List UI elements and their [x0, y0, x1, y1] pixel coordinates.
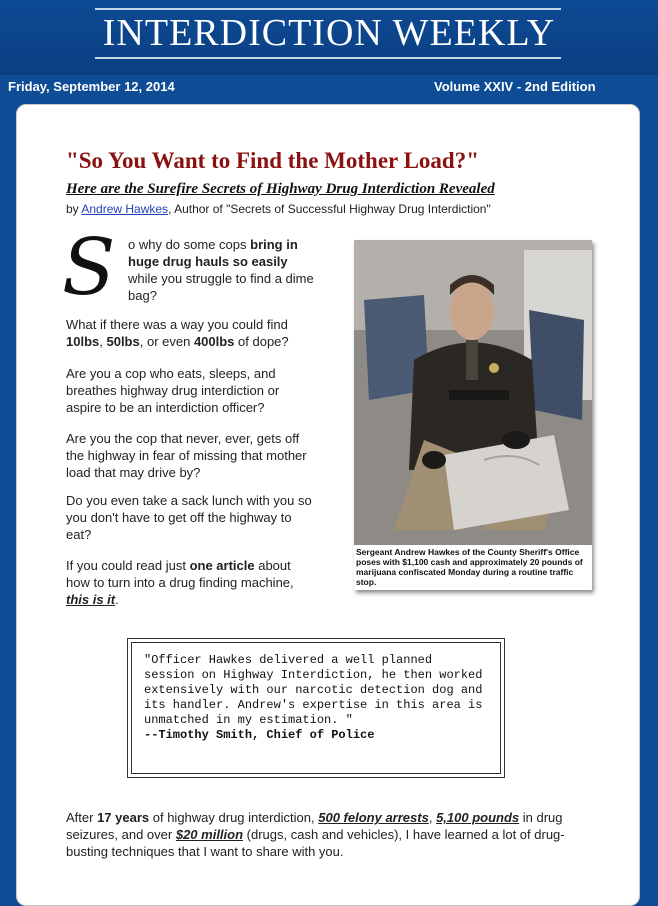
testimonial-inner: [131, 642, 501, 774]
masthead: [0, 0, 658, 75]
p2-text: What if there was a way you could find: [66, 317, 288, 332]
p2-bold-2: 50lbs: [106, 334, 140, 349]
p6-end: .: [115, 592, 119, 607]
photo-caption: Sergeant Andrew Hawkes of the County Sheriff's Office poses with $1,100 cash and approximately 20 pounds of marijuana confiscated Monday during a routine traffic stop.: [356, 547, 583, 587]
p2-bold-3: 400lbs: [193, 334, 235, 349]
testimonial-attribution: --Timothy Smith, Chief of Police: [144, 728, 375, 742]
p6-text-2: about how to turn into a drug finding machine,: [66, 558, 294, 590]
paragraph-2: [66, 316, 316, 350]
paragraph-6: [66, 557, 316, 608]
article-photo: [354, 240, 592, 590]
testimonial-quote: "Officer Hawkes delivered a well planned session on Highway Interdiction, he then worked extensively with our narcotic detection dog and its handler. Andrew's expertise in this area is unmatched in my estimation. ": [144, 653, 490, 727]
closing-text-c: of highway drug interdiction,: [149, 810, 319, 825]
masthead-rule-bottom: [95, 57, 561, 59]
paragraph-3: Are you a cop who eats, sleeps, and breathes highway drug interdiction or aspire to be an interdiction officer?: [66, 366, 280, 415]
article-subhead: Here are the Surefire Secrets of Highway Drug Interdiction Revealed: [66, 181, 495, 197]
intro-text-a: o why do some cops: [128, 237, 251, 252]
byline-prefix: by: [66, 202, 79, 216]
p2-bold-1: 10lbs: [66, 334, 100, 349]
paragraph-4: Are you the cop that never, ever, gets off the highway in fear of missing that mother load that may drive by?: [66, 431, 307, 480]
closing-arrests: 500 felony arrests: [318, 810, 429, 825]
byline: [66, 202, 491, 216]
article-headline: "So You Want to Find the Mother Load?": [66, 148, 479, 173]
closing-millions: $20 million: [175, 827, 244, 842]
p6-bold: one article: [189, 558, 255, 573]
closing-text-i: (drugs, cash and vehicles), I have learned a lot of drug-busting techniques that I want to share with you.: [66, 827, 565, 859]
author-link[interactable]: Andrew Hawkes: [81, 202, 169, 216]
p2-sep-2: , or even: [139, 334, 194, 349]
closing-paragraph: [66, 809, 586, 860]
newspaper-title: INTERDICTION WEEKLY: [102, 12, 556, 54]
closing-pounds: 5,100 pounds: [436, 810, 520, 825]
testimonial-box: [127, 638, 505, 778]
p2-sep-1: ,: [99, 334, 107, 349]
drop-cap: S: [62, 223, 116, 313]
intro-paragraph: [128, 236, 318, 304]
officer-photo-image: [354, 240, 592, 545]
closing-text-g: in drug seizures, and over: [66, 810, 563, 842]
paragraph-5: Do you even take a sack lunch with you so you don't have to get off the highway to eat?: [66, 493, 312, 542]
closing-sep: ,: [428, 810, 437, 825]
p6-emphasis: this is it: [66, 592, 116, 607]
p2-end: of dope?: [234, 334, 289, 349]
intro-bold: bring in huge drug hauls so easily: [128, 237, 298, 269]
byline-suffix: , Author of "Secrets of Successful Highway Drug Interdiction": [168, 202, 491, 216]
p6-text: If you could read just: [66, 558, 190, 573]
closing-text-a: After: [66, 810, 98, 825]
issue-volume: Volume XXIV - 2nd Edition: [434, 79, 596, 94]
issue-date: Friday, September 12, 2014: [8, 79, 175, 94]
closing-years: 17 years: [97, 810, 150, 825]
intro-text-c: while you struggle to find a dime bag?: [128, 271, 314, 303]
masthead-rule-top: [95, 8, 561, 10]
